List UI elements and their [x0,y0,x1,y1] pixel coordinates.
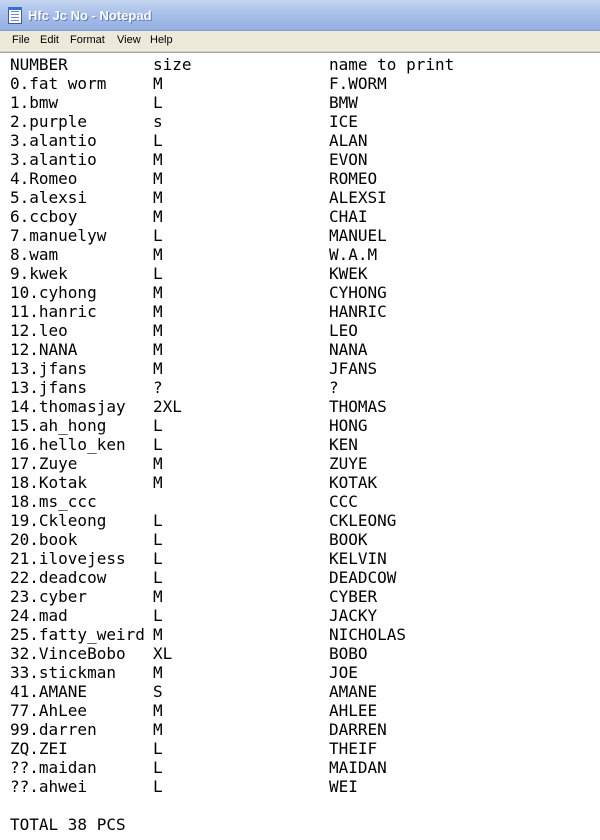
cell-name: AHLEE [329,701,378,720]
title-bar[interactable] [0,0,600,31]
cell-number: 25.fatty_weird [10,625,145,644]
cell-number: 20.book [10,530,78,549]
menu-file[interactable]: File [12,34,30,46]
cell-number: 3.alantio [10,131,97,150]
cell-size: L [153,606,163,625]
cell-size: M [153,302,163,321]
menu-view[interactable]: View [117,34,141,46]
cell-name: ZUYE [329,454,368,473]
menu-bar [0,31,600,52]
cell-size: M [153,454,163,473]
header-size: size [153,55,192,74]
header-number: NUMBER [10,55,68,74]
cell-name: MANUEL [329,226,387,245]
cell-name: BOOK [329,530,368,549]
cell-size: L [153,777,163,796]
cell-size: L [153,739,163,758]
cell-name: LEO [329,321,358,340]
cell-number: 9.kwek [10,264,68,283]
cell-size: L [153,568,163,587]
cell-size: L [153,435,163,454]
cell-number: 12.leo [10,321,68,340]
cell-number: 13.jfans [10,378,88,397]
cell-number: 21.ilovejess [10,549,126,568]
cell-name: F.WORM [329,74,387,93]
cell-name: BOBO [329,644,368,663]
cell-size: M [153,473,163,492]
text-editor-area[interactable] [0,52,600,840]
cell-size: L [153,530,163,549]
cell-size: M [153,663,163,682]
menu-format[interactable]: Format [70,34,105,46]
menu-edit[interactable]: Edit [40,34,59,46]
cell-size: M [153,150,163,169]
cell-name: AMANE [329,682,378,701]
cell-number: 6.ccboy [10,207,78,226]
cell-name: DEADCOW [329,568,397,587]
cell-name: ICE [329,112,358,131]
cell-size: M [153,587,163,606]
cell-size: L [153,131,163,150]
cell-name: KELVIN [329,549,387,568]
cell-number: 10.cyhong [10,283,97,302]
cell-name: ALEXSI [329,188,387,207]
cell-size: M [153,359,163,378]
cell-number: 13.jfans [10,359,88,378]
cell-name: MAIDAN [329,758,387,777]
cell-number: ZQ.ZEI [10,739,68,758]
cell-number: 23.cyber [10,587,88,606]
cell-name: DARREN [329,720,387,739]
cell-name: HONG [329,416,368,435]
cell-name: WEI [329,777,358,796]
cell-number: 8.wam [10,245,59,264]
cell-number: 24.mad [10,606,68,625]
cell-name: KWEK [329,264,368,283]
cell-name: CYBER [329,587,378,606]
cell-number: 2.purple [10,112,88,131]
cell-name: JACKY [329,606,378,625]
cell-size: M [153,720,163,739]
header-name-to-print: name to print [329,55,455,74]
cell-name: CYHONG [329,283,387,302]
cell-size: L [153,758,163,777]
cell-size: 2XL [153,397,182,416]
cell-name: NICHOLAS [329,625,407,644]
cell-number: ??.ahwei [10,777,88,796]
cell-name: NANA [329,340,368,359]
cell-number: 5.alexsi [10,188,88,207]
cell-size: M [153,188,163,207]
cell-size: M [153,701,163,720]
cell-number: ??.maidan [10,758,97,777]
cell-name: JOE [329,663,358,682]
cell-number: 32.VinceBobo [10,644,126,663]
cell-name: CCC [329,492,358,511]
cell-size: M [153,207,163,226]
cell-name: BMW [329,93,358,112]
cell-number: 17.Zuye [10,454,78,473]
cell-number: 33.stickman [10,663,116,682]
cell-size: L [153,264,163,283]
cell-number: 3.alantio [10,150,97,169]
cell-number: 22.deadcow [10,568,107,587]
cell-size: M [153,245,163,264]
cell-name: THOMAS [329,397,387,416]
cell-name: EVON [329,150,368,169]
cell-size: S [153,682,163,701]
window-title: Hfc Jc No - Notepad [28,8,152,23]
cell-size: M [153,625,163,644]
cell-number: 7.manuelyw [10,226,107,245]
cell-name: CKLEONG [329,511,397,530]
cell-name: ALAN [329,131,368,150]
cell-number: 19.Ckleong [10,511,107,530]
cell-number: 99.darren [10,720,97,739]
cell-size: L [153,93,163,112]
cell-number: 77.AhLee [10,701,88,720]
cell-size: L [153,226,163,245]
cell-size: s [153,112,163,131]
cell-size: M [153,283,163,302]
cell-size: M [153,321,163,340]
cell-size: M [153,169,163,188]
notepad-icon[interactable] [8,7,22,24]
cell-name: JFANS [329,359,378,378]
cell-name: THEIF [329,739,378,758]
cell-number: 41.AMANE [10,682,88,701]
cell-size: L [153,549,163,568]
cell-name: ? [329,378,339,397]
cell-number: 15.ah_hong [10,416,107,435]
cell-size: M [153,74,163,93]
cell-size: L [153,511,163,530]
cell-size: M [153,340,163,359]
cell-size: ? [153,378,163,397]
cell-number: 0.fat worm [10,74,107,93]
cell-name: KEN [329,435,358,454]
cell-number: 18.ms_ccc [10,492,97,511]
cell-number: 16.hello_ken [10,435,126,454]
cell-name: HANRIC [329,302,387,321]
cell-number: 14.thomasjay [10,397,126,416]
menu-help[interactable]: Help [150,34,173,46]
cell-number: 1.bmw [10,93,59,112]
cell-number: 11.hanric [10,302,97,321]
cell-number: 12.NANA [10,340,78,359]
cell-size: L [153,416,163,435]
cell-name: CHAI [329,207,368,226]
total-line: TOTAL 38 PCS [10,815,126,834]
cell-number: 4.Romeo [10,169,78,188]
cell-number: 18.Kotak [10,473,88,492]
cell-name: ROMEO [329,169,378,188]
cell-name: W.A.M [329,245,378,264]
cell-size: XL [153,644,173,663]
cell-name: KOTAK [329,473,378,492]
